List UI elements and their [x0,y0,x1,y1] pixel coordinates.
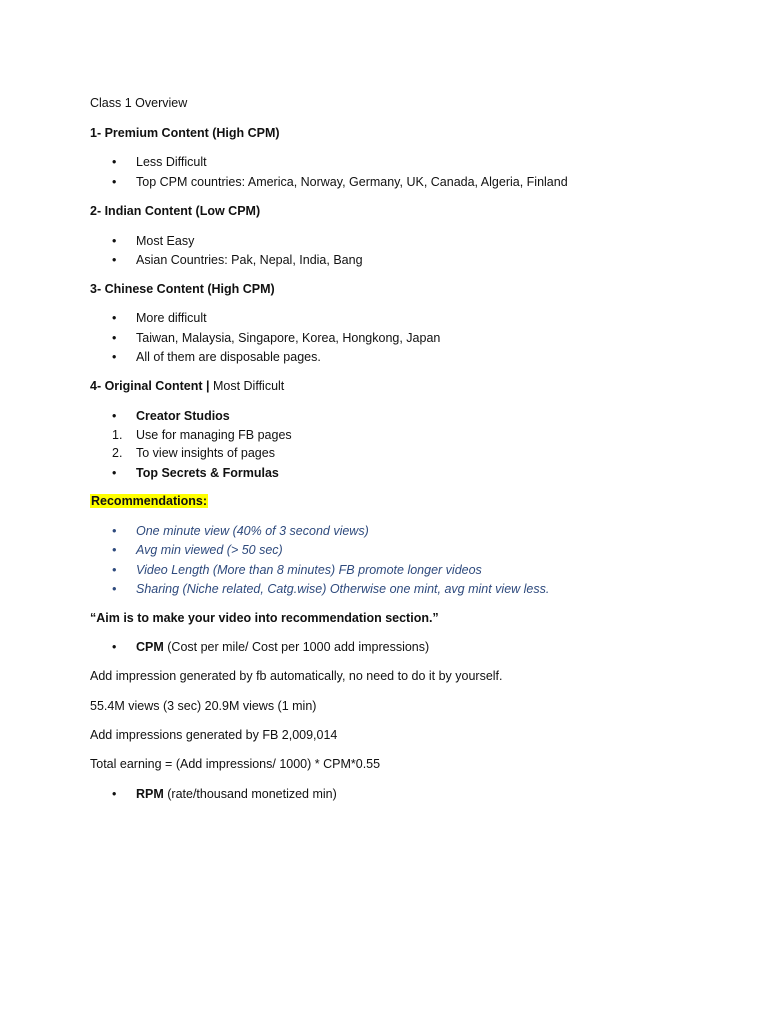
list-item: Most Easy [136,234,195,248]
section-2-heading-text: 2- Indian Content (Low CPM) [90,204,261,218]
list-item: Less Difficult [136,155,207,169]
section-4-heading [90,378,284,394]
doc-title: Class 1 Overview [90,96,188,110]
numbered-item: To view insights of pages [136,446,275,460]
paragraph: 55.4M views (3 sec) 20.9M views (1 min) [90,699,317,713]
bullet-icon: • [112,234,117,248]
bullet-icon: • [112,155,117,169]
recommendations-heading [90,493,208,509]
section-3-heading-text: 3- Chinese Content (High CPM) [90,282,275,296]
bullet-icon: • [112,466,117,480]
bullet-icon: • [112,331,117,345]
list-item: One minute view (40% of 3 second views) [136,524,369,538]
bullet-icon: • [112,350,117,364]
bullet-icon: • [112,524,117,538]
bullet-icon: • [112,409,117,423]
bullet-icon: • [112,311,117,325]
bullet-icon: • [112,543,117,557]
rpm-term: RPM [136,787,164,801]
paragraph: Total earning = (Add impressions/ 1000) * CPM*0.55 [90,757,381,771]
list-item: Top Secrets & Formulas [136,466,279,480]
bullet-icon: • [112,175,117,189]
section-4-heading-bold: 4- Original Content | [90,379,210,393]
list-item: Asian Countries: Pak, Nepal, India, Bang [136,253,363,267]
section-4-heading-rest: Most Difficult [209,379,285,393]
numbered-item: Use for managing FB pages [136,428,292,442]
list-item: More difficult [136,311,207,325]
quote-text: “Aim is to make your video into recommendation section.” [90,611,439,625]
list-item: Video Length (More than 8 minutes) FB promote longer videos [136,563,482,577]
number-marker: 1. [112,428,123,442]
paragraph: Add impression generated by fb automatically, no need to do it by yourself. [90,669,503,683]
cpm-term: CPM [136,640,164,654]
bullet-icon: • [112,563,117,577]
list-item: All of them are disposable pages. [136,350,321,364]
list-item: Creator Studios [136,409,230,423]
cpm-item [136,639,429,655]
bullet-icon: • [112,253,117,267]
list-item: Taiwan, Malaysia, Singapore, Korea, Hongkong, Japan [136,331,441,345]
section-2-heading [90,203,260,219]
section-1-heading [90,125,280,141]
rpm-desc: (rate/thousand monetized min) [163,787,337,801]
bullet-icon: • [112,787,117,801]
paragraph: Add impressions generated by FB 2,009,014 [90,728,338,742]
recommendations-heading-text: Recommendations: [91,494,207,508]
section-1-heading-text: 1- Premium Content (High CPM) [90,126,280,140]
section-3-heading [90,281,275,297]
list-item: Top CPM countries: America, Norway, Germany, UK, Canada, Algeria, Finland [136,175,568,189]
number-marker: 2. [112,446,123,460]
cpm-desc: (Cost per mile/ Cost per 1000 add impressions) [163,640,430,654]
list-item: Sharing (Niche related, Catg.wise) Otherwise one mint, avg mint view less. [136,582,550,596]
bullet-icon: • [112,640,117,654]
list-item: Avg min viewed (> 50 sec) [136,543,283,557]
rpm-item [136,786,337,802]
bullet-icon: • [112,582,117,596]
